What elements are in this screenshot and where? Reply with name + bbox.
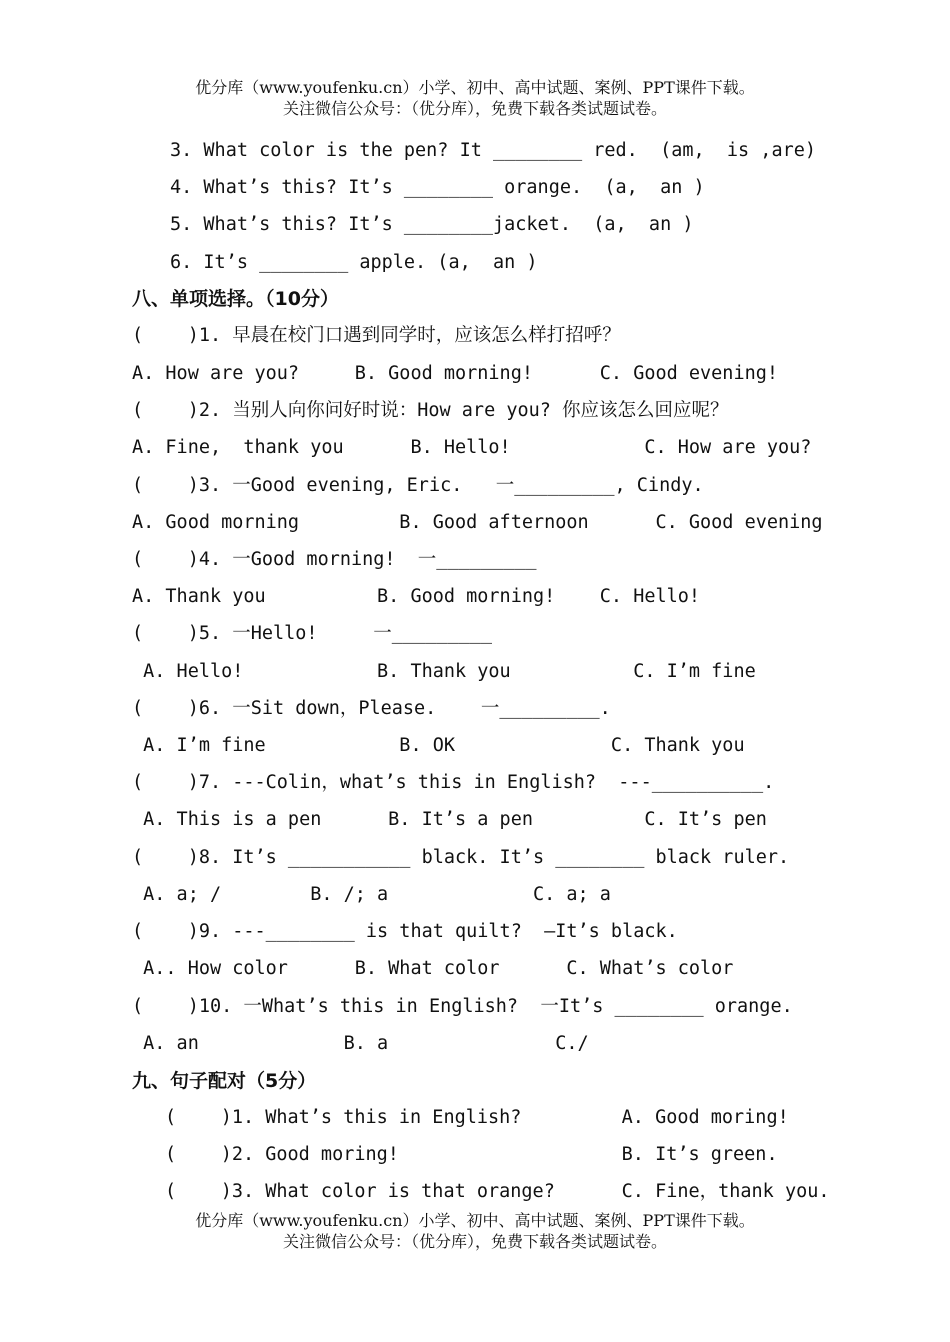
question-line: ( )6. 一Sit down，Please. 一_________.: [132, 698, 611, 719]
fill-in-item: 6. It’s ________ apple. (a, an ): [170, 252, 538, 273]
section-8-title: 八、单项选择。（10分）: [132, 288, 339, 310]
question-line: ( )2. 当别人向你问好时说：How are you? 你应该怎么回应呢？: [132, 400, 729, 421]
options-line: A. Good morning B. Good afternoon C. Good evening: [132, 512, 823, 533]
options-line: A. How are you? B. Good morning! C. Good evening!: [132, 363, 779, 384]
fill-in-item: 4. What’s this? It’s ________ orange. (a, an ): [170, 177, 705, 198]
options-line: A. a; / B. /; a C. a; a: [132, 884, 611, 905]
question-line: ( )10. 一What’s this in English? 一It’s ________ orange.: [132, 996, 793, 1017]
options-line: A.. How color B. What color C. What’s color: [132, 958, 734, 979]
question-line: ( )9. ---________ is that quilt? —It’s black.: [132, 921, 678, 942]
options-line: A. Fine, thank you B. Hello! C. How are you?: [132, 437, 812, 458]
match-line: ( )1. What’s this in English? A. Good moring!: [165, 1107, 789, 1128]
question-line: ( )1. 早晨在校门口遇到同学时，应该怎么样打招呼？: [132, 325, 621, 346]
fill-in-item: 5. What’s this? It’s ________jacket. (a, an ): [170, 214, 694, 235]
footer-line-2: 关注微信公众号：（优分库），免费下载各类试题试卷。: [282, 1232, 667, 1251]
footer-line-1: 优分库（www.youfenku.cn）小学、初中、高中试题、案例、PPT课件下载。: [195, 1211, 755, 1230]
question-line: ( )5. 一Hello! 一_________: [132, 623, 493, 644]
question-line: ( )4. 一Good morning! 一_________: [132, 549, 537, 570]
fill-in-item: 3. What color is the pen? It ________ red. (am, is ,are): [170, 140, 817, 161]
options-line: A. an B. a C./: [132, 1033, 589, 1054]
question-line: ( )8. It’s ___________ black. It’s ________ black ruler.: [132, 847, 790, 868]
header-line-1: 优分库（www.youfenku.cn）小学、初中、高中试题、案例、PPT课件下载。: [195, 78, 755, 97]
options-line: A. Hello! B. Thank you C. I’m fine: [132, 661, 756, 682]
section-9-title: 九、句子配对（5分）: [132, 1070, 317, 1092]
question-line: ( )7. ---Colin，what’s this in English? ---__________.: [132, 772, 775, 793]
options-line: A. This is a pen B. It’s a pen C. It’s pen: [132, 809, 767, 830]
match-line: ( )3. What color is that orange? C. Fine，thank you.: [165, 1181, 830, 1202]
options-line: A. Thank you B. Good morning! C. Hello!: [132, 586, 701, 607]
header-line-2: 关注微信公众号：（优分库），免费下载各类试题试卷。: [282, 99, 667, 118]
question-line: ( )3. 一Good evening, Eric. 一_________, Cindy.: [132, 475, 704, 496]
match-line: ( )2. Good moring! B. It’s green.: [165, 1144, 778, 1165]
options-line: A. I’m fine B. OK C. Thank you: [132, 735, 745, 756]
